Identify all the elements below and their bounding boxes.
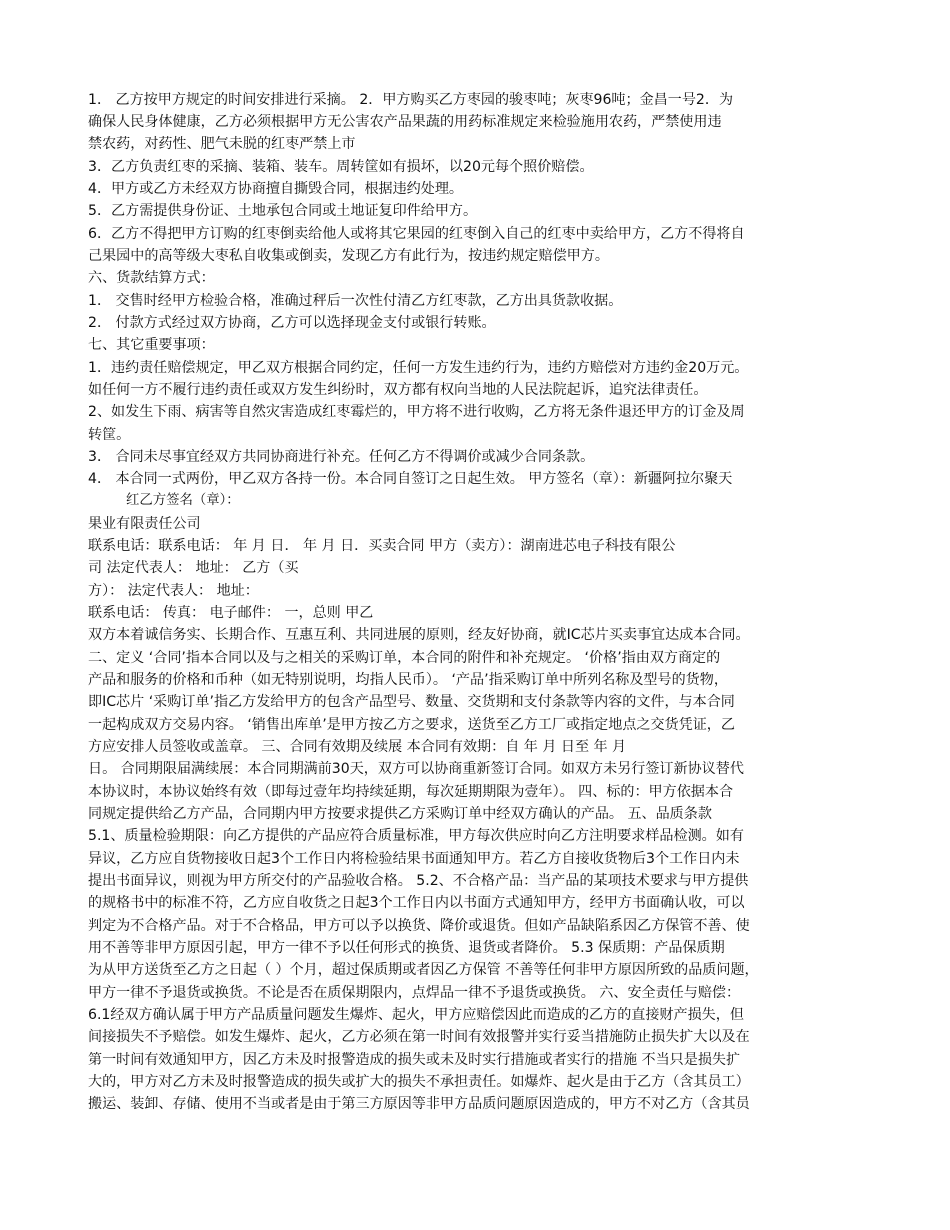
text-line: 确保人民身体健康，乙方必须根据甲方无公害农产品果蔬的用药标准规定来检验施用农药，严禁使用违 [88,114,722,130]
text-line: 双方本着诚信务实、长期合作、互惠互利、共同进展的原则，经友好协商，就IC芯片买卖事宜达成本合同。 [88,627,750,643]
text-line: 方应安排人员签收或盖章。 三、合同有效期及续展 本合同有效期：自 年 月 日至 年 月 [88,739,627,755]
text-line: 搬运、装卸、存储、使用不当或者是由于第三方原因等非甲方品质问题原因造成的，甲方不对乙方（含其员 [88,1096,750,1112]
text-line: 1．违约责任赔偿规定，甲乙双方根据合同约定，任何一方发生违约行为，违约方赔偿对方违约金20万元。 [88,360,749,376]
text-line: 一起构成双方交易内容。 ‘销售出库单’是甲方按乙方之要求，送货至乙方工厂或指定地点之交货凭证，乙 [88,717,735,733]
text-line: 同规定提供给乙方产品，合同期内甲方按要求提供乙方采购订单中经双方确认的产品。 五、品质条款 [88,806,712,822]
text-line: 为从甲方送货至乙方之日起（ ）个月，超过保质期或者因乙方保管 不善等任何非甲方原因所致的品质问题， [88,962,759,978]
text-line: 甲方一律不予退货或换货。不论是否在质保期限内，点焊品一律不予退货或换货。 六、安全责任与赔偿： [88,985,741,1001]
text-line: 4． 本合同一式两份，甲乙双方各持一份。本合同自签订之日起生效。 甲方签名（章）：新疆阿拉尔聚天 [88,471,733,487]
section-heading: 六、货款结算方式： [88,270,215,286]
text-line: 转筐。 [88,427,131,443]
text-line: 日。 合同期限届满续展：本合同期满前30天，双方可以协商重新签订合同。如双方未另行签订新协议替代 [88,761,744,777]
text-line: 5.1、质量检验期限：向乙方提供的产品应符合质量标准，甲方每次供应时向乙方注明要求样品检测。如有 [88,828,744,844]
text-line: 第一时间有效通知甲方，因乙方未及时报警造成的损失或未及时实行措施或者实行的措施 不当只是损失扩 [88,1052,741,1068]
text-line: 联系电话：联系电话： 年 月 日． 年 月 日．买卖合同 甲方（卖方）：湖南进芯电子科技有限公 [88,538,676,554]
text-line: 5．乙方需提供身份证、土地承包合同或土地证复印件给甲方。 [88,203,478,219]
text-line: 1． 交售时经甲方检验合格，准确过秤后一次性付清乙方红枣款，乙方出具货款收据。 [88,293,623,309]
text-line: 2． 付款方式经过双方协商，乙方可以选择现金支付或银行转账。 [88,315,496,331]
text-line: 司 法定代表人： 地址： 乙方（买 [88,560,299,576]
text-line: 如任何一方不履行违约责任或双方发生纠纷时，双方都有权向当地的人民法院起诉，追究法律责任。 [88,382,708,398]
text-line: 联系电话： 传真： 电子邮件： 一，总则 甲乙 [88,605,374,621]
text-line: 提出书面异议，则视为甲方所交付的产品验收合格。 5.2、不合格产品：当产品的某项技术要求与甲方提供 [88,873,749,889]
text-line: 1． 乙方按甲方规定的时间安排进行采摘。 2．甲方购买乙方枣园的骏枣吨；灰枣96吨；金昌一号2．为 [88,92,734,108]
text-line: 2、如发生下雨、病害等自然灾害造成红枣霉烂的，甲方将不进行收购，乙方将无条件退还甲方的订金及周 [88,404,745,420]
text-line: 禁农药，对药性、肥气未脱的红枣严禁上市 [88,136,356,152]
text-line: 判定为不合格产品。对于不合格品，甲方可以予以换货、降价或退货。但如产品缺陷系因乙方保管不善、使 [88,918,750,934]
text-line: 果业有限责任公司 [88,516,201,532]
text-line: 的规格书中的标准不符，乙方应自收货之日起3个工作日内以书面方式通知甲方，经甲方书面确认收，可以 [88,895,745,911]
text-line: 产品和服务的价格和币种（如无特别说明，均指人民币）。 ‘产品’指采购订单中所列名称及型号的货物， [88,672,728,688]
text-line: 4．甲方或乙方未经双方协商擅自撕毁合同，根据违约处理。 [88,181,463,197]
text-line: 红乙方签名（章）： [126,493,240,508]
text-line: 3．乙方负责红枣的采摘、装箱、装车。周转筐如有损坏，以20元每个照价赔偿。 [88,159,594,175]
text-line: 用不善等非甲方原因引起，甲方一律不予以任何形式的换货、退货或者降价。 5.3 保质期：产品保质期 [88,940,725,956]
text-line: 己果园中的高等级大枣私自收集或倒卖，发现乙方有此行为，按违约规定赔偿甲方。 [88,248,609,264]
text-line: 3． 合同未尽事宜经双方共同协商进行补充。任何乙方不得调价或减少合同条款。 [88,449,595,465]
text-line: 本协议时，本协议始终有效（即每过壹年均持续延期，每次延期期限为壹年）。 四、标的：甲方依据本合 [88,784,734,800]
text-line: 即IC芯片 ‘采购订单’指乙方发给甲方的包含产品型号、数量、交货期和支付条款等内容的文件，与本合同 [88,694,735,710]
text-line: 异议，乙方应自货物接收日起3个工作日内将检验结果书面通知甲方。若乙方自接收货物后3个工作日内未 [88,851,740,867]
text-line: 二、定义 ‘合同’指本合同以及与之相关的采购订单，本合同的附件和补充规定。 ‘价格’指由双方商定的 [88,650,721,666]
text-line: 间接损失不予赔偿。如发生爆炸、起火，乙方必须在第一时间有效报警并实行妥当措施防止损失扩大以及在 [88,1029,750,1045]
text-line: 6．乙方不得把甲方订购的红枣倒卖给他人或将其它果园的红枣倒入自己的红枣中卖给甲方，乙方不得将自 [88,226,745,242]
text-line: 6.1经双方确认属于甲方产品质量问题发生爆炸、起火，甲方应赔偿因此而造成的乙方的直接财产损失，但 [88,1007,744,1023]
text-line: 大的，甲方对乙方未及时报警造成的损失或扩大的损失不承担责任。如爆炸、起火是由于乙方（含其员工） [88,1074,750,1090]
section-heading: 七、其它重要事项： [88,337,215,353]
text-line: 方）： 法定代表人： 地址： [88,583,259,599]
